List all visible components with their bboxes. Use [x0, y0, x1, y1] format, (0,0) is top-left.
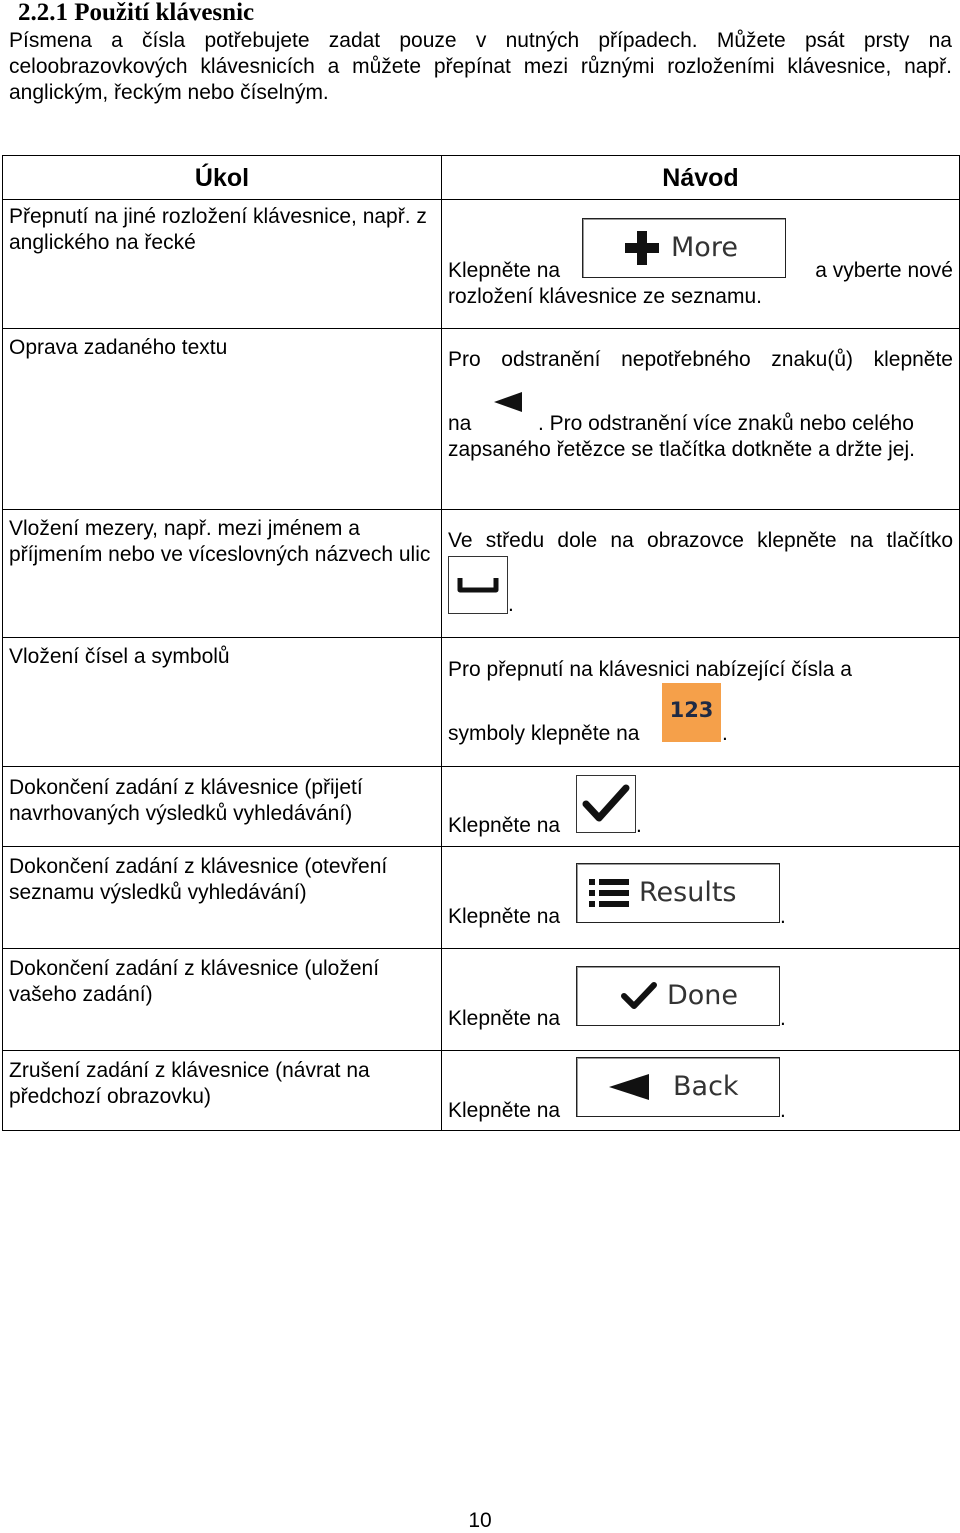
table-row	[3, 767, 960, 847]
table-row	[3, 638, 960, 767]
table-row	[3, 200, 960, 329]
table-row	[3, 949, 960, 1051]
list-icon	[589, 878, 629, 908]
table-row	[3, 510, 960, 638]
instruction-text: zapsaného řetězce se tlačítka dotkněte a držte jej.	[448, 438, 915, 461]
instruction-text: rozložení klávesnice ze seznamu.	[448, 285, 762, 308]
intro-paragraph: Písmena a čísla potřebujete zadat pouze v nutných případech. Můžete psát prsty na celoobrazovkových klávesnicích a můžete přepínat mezi různými rozloženími klávesnice, např. anglickým, řeckým nebo číselným.	[9, 29, 952, 104]
plus-icon	[623, 229, 661, 267]
done-button-label: Done	[667, 980, 739, 1011]
task-text: Dokončení zadání z klávesnice (přijetí navrhovaných výsledků vyhledávání)	[9, 776, 363, 825]
instruction-text: .	[780, 905, 786, 928]
space-bar-icon	[457, 575, 499, 595]
instruction-text: Ve středu dole na obrazovce klepněte na tlačítko	[448, 529, 953, 552]
more-button-label: More	[671, 232, 738, 263]
results-button-label: Results	[639, 877, 737, 908]
header-instructions: Návod	[442, 156, 960, 200]
header-task: Úkol	[3, 156, 442, 200]
page-number: 10	[468, 1509, 492, 1532]
keyboard-tasks-table	[2, 155, 960, 1131]
task-text: Dokončení zadání z klávesnice (otevření seznamu výsledků vyhledávání)	[9, 855, 388, 904]
instruction-text: Klepněte na	[448, 259, 561, 282]
instruction-text: .	[722, 722, 728, 745]
checkmark-icon	[582, 782, 630, 826]
results-button[interactable]	[576, 863, 780, 923]
instruction-text: Klepněte na	[448, 1099, 561, 1122]
back-button-label: Back	[673, 1071, 739, 1102]
task-text: Zrušení zadání z klávesnice (návrat na předchozí obrazovku)	[9, 1059, 370, 1108]
instruction-text: .	[636, 814, 642, 837]
back-button[interactable]	[576, 1057, 780, 1117]
instruction-text: Klepněte na	[448, 814, 561, 837]
task-text: Přepnutí na jiné rozložení klávesnice, např. z anglického na řecké	[9, 205, 427, 254]
instruction-text: Pro přepnutí na klávesnici nabízející čísla a	[448, 658, 852, 681]
section-heading: 2.2.1 Použití klávesnic	[18, 0, 255, 26]
numeric-keyboard-button[interactable]: 123	[662, 683, 721, 742]
task-text: Dokončení zadání z klávesnice (uložení vašeho zadání)	[9, 957, 380, 1006]
table-row	[3, 847, 960, 949]
checkmark-icon	[621, 981, 657, 1011]
table-row	[3, 1051, 960, 1131]
task-text: Vložení čísel a symbolů	[9, 645, 230, 668]
table-row	[3, 329, 960, 510]
space-button[interactable]	[448, 556, 508, 614]
instruction-text: a vyberte nové	[815, 259, 953, 282]
instruction-text: . Pro odstranění více znaků nebo celého	[538, 412, 914, 435]
done-button[interactable]	[576, 966, 780, 1026]
instruction-text: na	[448, 412, 472, 435]
instruction-text: Klepněte na	[448, 905, 561, 928]
backspace-arrow-icon[interactable]	[492, 389, 526, 415]
back-arrow-icon	[607, 1072, 651, 1102]
more-button[interactable]	[582, 218, 786, 278]
instruction-text: .	[508, 593, 514, 616]
instruction-text: Pro odstranění nepotřebného znaku(ů) klepněte	[448, 348, 953, 371]
task-text: Oprava zadaného textu	[9, 336, 228, 359]
accept-button[interactable]	[576, 775, 636, 833]
task-text: Vložení mezery, např. mezi jménem a příjmením nebo ve víceslovných názvech ulic	[9, 517, 431, 566]
instruction-text: .	[780, 1007, 786, 1030]
instruction-text: Klepněte na	[448, 1007, 561, 1030]
instruction-text: .	[780, 1099, 786, 1122]
instruction-text: symboly klepněte na	[448, 722, 640, 745]
